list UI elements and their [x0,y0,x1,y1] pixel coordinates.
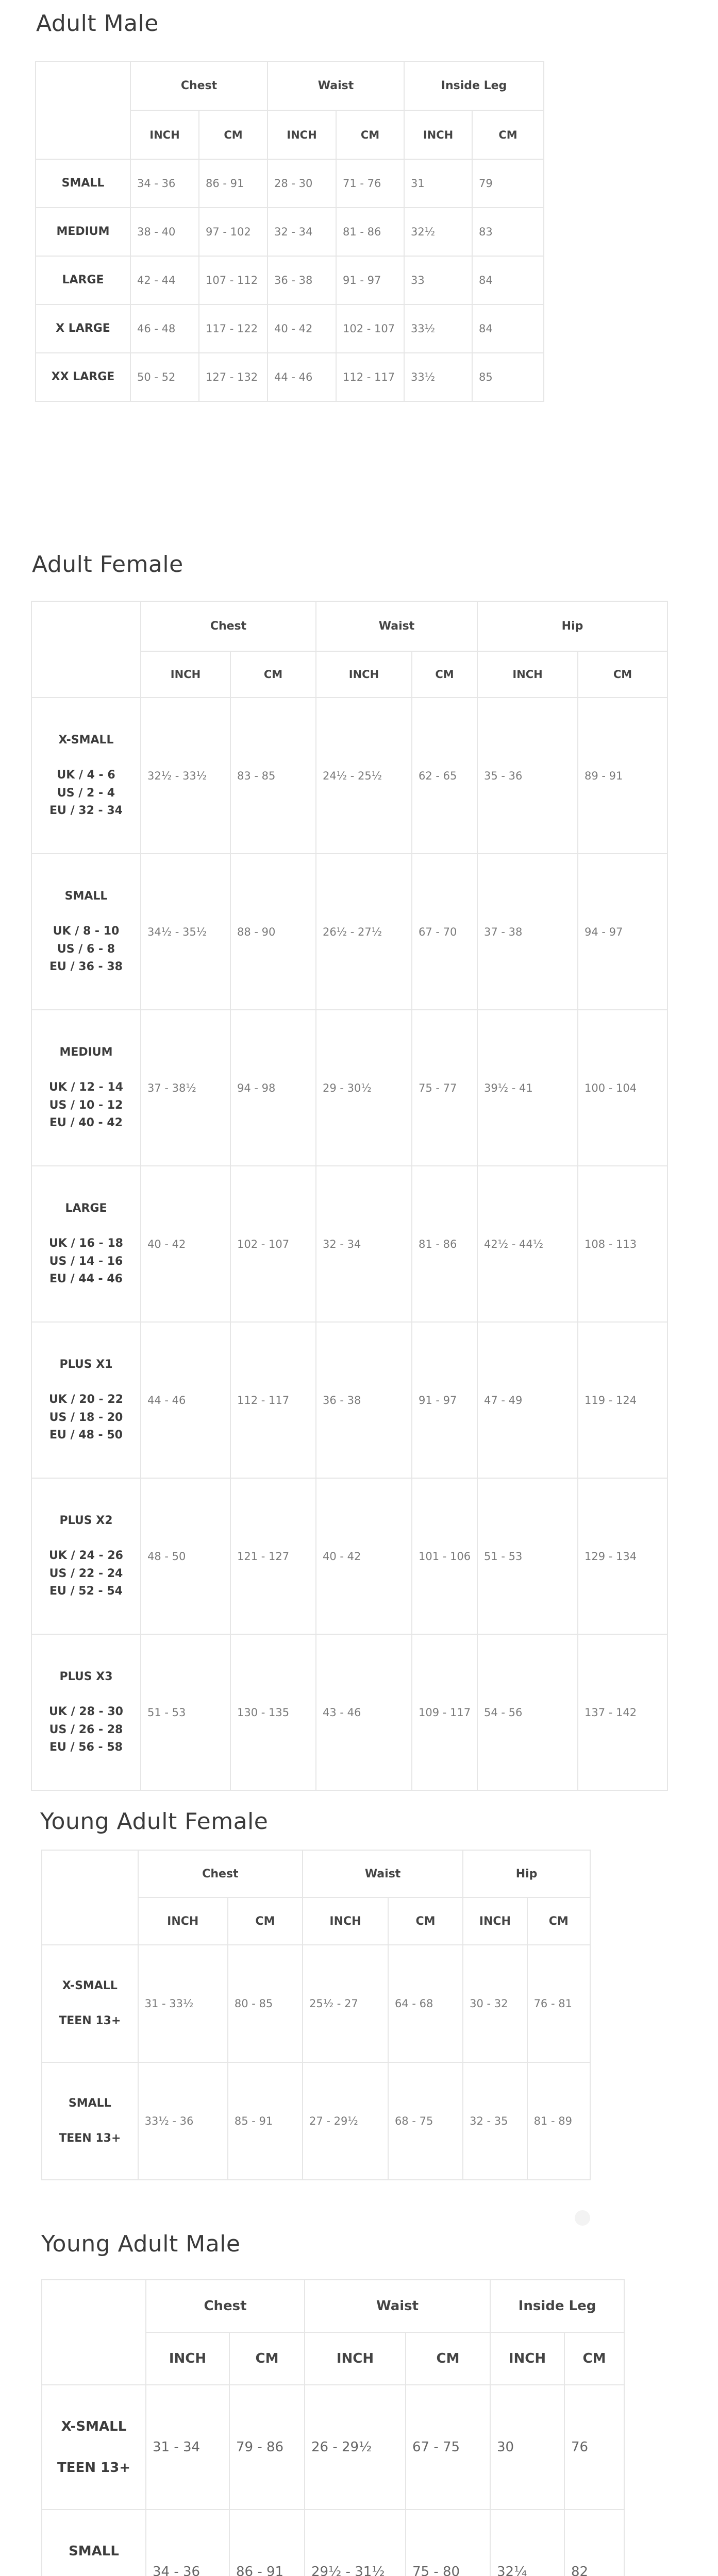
measurement-cell: 26½ - 27½ [316,854,412,1010]
size-label-line: US / 2 - 4 [57,786,115,800]
corner-cell [42,2280,146,2385]
adult-male-size-table [35,61,544,402]
measurement-cell: 51 - 53 [141,1634,230,1790]
table-row [42,2385,624,2510]
measurement-cell: 130 - 135 [230,1634,316,1790]
measurement-cell: 32 - 34 [268,208,336,256]
size-label [31,854,141,1010]
size-label-line: TEEN 13+ [57,2460,131,2476]
corner-cell [31,601,141,698]
size-label-line: EU / 44 - 46 [49,1272,123,1285]
corner-cell [36,61,130,159]
size-label-line: US / 26 - 28 [49,1723,123,1736]
size-label-line: EU / 52 - 54 [49,1584,123,1598]
unit-header: INCH [305,2332,406,2385]
size-label [31,1478,141,1634]
measurement-cell: 68 - 75 [388,2062,463,2180]
measurement-cell: 43 - 46 [316,1634,412,1790]
column-group-header: Inside Leg [404,61,544,110]
measurement-cell: 33 [404,256,472,304]
unit-header: INCH [130,110,199,159]
table-row [31,1166,667,1322]
measurement-cell: 30 - 32 [463,1945,527,2062]
measurement-cell: 42½ - 44½ [477,1166,578,1322]
measurement-cell: 51 - 53 [477,1478,578,1634]
measurement-cell: 102 - 107 [336,304,404,353]
column-group-header: Chest [146,2280,305,2332]
measurement-cell: 44 - 46 [141,1322,230,1478]
measurement-cell: 84 [472,304,544,353]
measurement-cell: 32¼ [490,2510,564,2576]
measurement-cell: 26 - 29½ [305,2385,406,2510]
measurement-cell: 83 [472,208,544,256]
measurement-cell: 89 - 91 [578,698,667,854]
size-label-line: US / 6 - 8 [57,942,115,956]
measurement-cell: 86 - 91 [199,159,268,208]
table-row [31,1634,667,1790]
size-label-line: EU / 48 - 50 [49,1428,123,1442]
measurement-cell: 117 - 122 [199,304,268,353]
size-label-line: X-SMALL [58,734,114,747]
measurement-cell: 81 - 86 [336,208,404,256]
measurement-cell: 31 - 34 [146,2385,229,2510]
size-label [31,1322,141,1478]
size-label-line: EU / 40 - 42 [49,1116,123,1129]
column-group-header: Inside Leg [490,2280,624,2332]
measurement-cell: 94 - 98 [230,1010,316,1166]
measurement-cell: 31 - 33½ [138,1945,228,2062]
measurement-cell: 30 [490,2385,564,2510]
corner-cell [42,1850,138,1945]
measurement-cell: 67 - 75 [406,2385,490,2510]
measurement-cell: 76 - 81 [527,1945,590,2062]
adult-female-title: Adult Female [32,551,183,578]
unit-header: CM [578,651,667,698]
table-row [42,2510,624,2576]
measurement-cell: 27 - 29½ [303,2062,388,2180]
unit-header: INCH [490,2332,564,2385]
young-adult-female-title: Young Adult Female [40,1808,269,1835]
measurement-cell: 62 - 65 [412,698,477,854]
unit-header: CM [564,2332,624,2385]
measurement-cell: 42 - 44 [130,256,199,304]
column-group-header: Waist [303,1850,463,1897]
unit-header: CM [228,1897,303,1945]
measurement-cell: 34½ - 35½ [141,854,230,1010]
measurement-cell: 108 - 113 [578,1166,667,1322]
measurement-cell: 37 - 38 [477,854,578,1010]
table-row [31,698,667,854]
size-label [31,698,141,854]
measurement-cell: 67 - 70 [412,854,477,1010]
size-label-line [32,1686,140,1703]
measurement-cell: 36 - 38 [316,1322,412,1478]
measurement-cell: 75 - 80 [406,2510,490,2576]
measurement-cell: 79 [472,159,544,208]
measurement-cell: 32½ [404,208,472,256]
unit-header: INCH [141,651,230,698]
measurement-cell: 97 - 102 [199,208,268,256]
measurement-cell: 36 - 38 [268,256,336,304]
measurement-cell: 38 - 40 [130,208,199,256]
measurement-cell: 31 [404,159,472,208]
measurement-cell: 101 - 106 [412,1478,477,1634]
unit-header: CM [229,2332,305,2385]
measurement-cell: 47 - 49 [477,1322,578,1478]
measurement-cell: 80 - 85 [228,1945,303,2062]
size-label-line: SMALL [69,2543,119,2559]
measurement-cell: 112 - 117 [230,1322,316,1478]
column-group-header: Chest [130,61,268,110]
size-label-line: LARGE [62,273,104,286]
table-row [42,2062,590,2180]
measurement-cell: 121 - 127 [230,1478,316,1634]
unit-header: CM [230,651,316,698]
size-label-line [42,2562,145,2576]
unit-header: CM [406,2332,490,2385]
table-row [36,256,544,304]
measurement-cell: 33½ - 36 [138,2062,228,2180]
size-label-line: SMALL [68,2096,111,2110]
measurement-cell: 88 - 90 [230,854,316,1010]
size-label-line: X LARGE [56,321,110,335]
size-label-line [42,2437,145,2458]
unit-header: INCH [404,110,472,159]
size-label-line: SMALL [64,890,108,903]
size-label-line: PLUS X2 [59,1514,113,1528]
column-group-header: Hip [477,601,667,651]
size-label-line: US / 10 - 12 [49,1098,123,1112]
measurement-cell: 91 - 97 [412,1322,477,1478]
measurement-cell: 32 - 34 [316,1166,412,1322]
size-label-line: MEDIUM [56,225,110,238]
measurement-cell: 79 - 86 [229,2385,305,2510]
measurement-cell: 28 - 30 [268,159,336,208]
measurement-cell: 76 [564,2385,624,2510]
size-label-line: TEEN 13+ [59,2132,121,2145]
size-label [31,1010,141,1166]
size-label-line: XX LARGE [51,370,115,383]
unit-header: INCH [477,651,578,698]
adult-male-title: Adult Male [36,10,159,37]
table-row [36,353,544,401]
measurement-cell: 32½ - 33½ [141,698,230,854]
measurement-cell: 137 - 142 [578,1634,667,1790]
measurement-cell: 119 - 124 [578,1322,667,1478]
unit-header: CM [527,1897,590,1945]
size-label-line: UK / 12 - 14 [49,1081,123,1094]
measurement-cell: 40 - 42 [316,1478,412,1634]
size-label [42,2510,146,2576]
size-label-line: MEDIUM [59,1046,113,1059]
size-label [31,1634,141,1790]
measurement-cell: 109 - 117 [412,1634,477,1790]
table-row [31,1478,667,1634]
measurement-cell: 102 - 107 [230,1166,316,1322]
size-label [36,353,130,401]
measurement-cell: 44 - 46 [268,353,336,401]
size-label-line: UK / 4 - 6 [57,769,115,782]
measurement-cell: 112 - 117 [336,353,404,401]
measurement-cell: 34 - 36 [146,2510,229,2576]
size-label-line: SMALL [61,176,105,190]
unit-header: INCH [303,1897,388,1945]
unit-header: CM [388,1897,463,1945]
measurement-cell: 46 - 48 [130,304,199,353]
unit-header: CM [199,110,268,159]
measurement-cell: 40 - 42 [268,304,336,353]
measurement-cell: 50 - 52 [130,353,199,401]
measurement-cell: 40 - 42 [141,1166,230,1322]
young-adult-male-title: Young Adult Male [41,2231,241,2257]
unit-header: INCH [138,1897,228,1945]
measurement-cell: 81 - 89 [527,2062,590,2180]
size-label [31,1166,141,1322]
measurement-cell: 48 - 50 [141,1478,230,1634]
size-label-line: EU / 36 - 38 [49,960,123,973]
size-label-line: UK / 24 - 26 [49,1549,123,1563]
size-label-line: UK / 8 - 10 [53,925,120,938]
measurement-cell: 35 - 36 [477,698,578,854]
size-label-line [32,1061,140,1079]
measurement-cell: 100 - 104 [578,1010,667,1166]
size-label-line [42,1995,138,2012]
size-label-line [32,1530,140,1547]
scroll-indicator [575,2210,590,2226]
size-label-line [32,1374,140,1391]
measurement-cell: 86 - 91 [229,2510,305,2576]
measurement-cell: 33½ [404,353,472,401]
young-adult-male-size-table [41,2279,625,2576]
measurement-cell: 64 - 68 [388,1945,463,2062]
measurement-cell: 129 - 134 [578,1478,667,1634]
table-row [31,1322,667,1478]
size-label-line: X-SMALL [61,2418,127,2434]
size-label-line: UK / 20 - 22 [49,1393,123,1406]
size-label [36,159,130,208]
measurement-cell: 54 - 56 [477,1634,578,1790]
size-label-line: PLUS X3 [59,1670,113,1684]
column-group-header: Waist [305,2280,490,2332]
measurement-cell: 84 [472,256,544,304]
size-label [36,208,130,256]
measurement-cell: 75 - 77 [412,1010,477,1166]
size-label [36,304,130,353]
unit-header: CM [336,110,404,159]
measurement-cell: 94 - 97 [578,854,667,1010]
unit-header: INCH [268,110,336,159]
table-row [31,1010,667,1166]
column-group-header: Waist [316,601,477,651]
table-row [36,208,544,256]
size-label [42,1945,138,2062]
measurement-cell: 107 - 112 [199,256,268,304]
size-label-line [32,749,140,767]
measurement-cell: 85 - 91 [228,2062,303,2180]
size-label-line: UK / 16 - 18 [49,1237,123,1250]
measurement-cell: 32 - 35 [463,2062,527,2180]
measurement-cell: 127 - 132 [199,353,268,401]
unit-header: CM [472,110,544,159]
measurement-cell: 29 - 30½ [316,1010,412,1166]
unit-header: CM [412,651,477,698]
column-group-header: Hip [463,1850,590,1897]
measurement-cell: 25½ - 27 [303,1945,388,2062]
table-row [42,1945,590,2062]
size-label-line: EU / 56 - 58 [49,1740,123,1754]
size-label-line: TEEN 13+ [59,2014,121,2028]
measurement-cell: 71 - 76 [336,159,404,208]
measurement-cell: 39½ - 41 [477,1010,578,1166]
size-label-line [42,2112,138,2130]
size-label [42,2062,138,2180]
table-row [36,304,544,353]
unit-header: INCH [463,1897,527,1945]
measurement-cell: 81 - 86 [412,1166,477,1322]
measurement-cell: 91 - 97 [336,256,404,304]
size-label [36,256,130,304]
table-row [36,159,544,208]
measurement-cell: 29½ - 31½ [305,2510,406,2576]
table-row [31,854,667,1010]
adult-female-size-table [31,601,668,1791]
size-label [42,2385,146,2510]
size-label-line: X-SMALL [62,1979,118,1992]
measurement-cell: 34 - 36 [130,159,199,208]
column-group-header: Chest [138,1850,303,1897]
size-label-line: UK / 28 - 30 [49,1705,123,1719]
column-group-header: Waist [268,61,404,110]
measurement-cell: 82 [564,2510,624,2576]
measurement-cell: 85 [472,353,544,401]
unit-header: INCH [146,2332,229,2385]
size-label-line [32,1217,140,1235]
unit-header: INCH [316,651,412,698]
size-label-line: PLUS X1 [59,1358,113,1371]
size-label-line: LARGE [65,1202,107,1215]
column-group-header: Chest [141,601,316,651]
measurement-cell: 33½ [404,304,472,353]
measurement-cell: 83 - 85 [230,698,316,854]
measurement-cell: 37 - 38½ [141,1010,230,1166]
size-label-line: US / 22 - 24 [49,1567,123,1580]
measurement-cell: 24½ - 25½ [316,698,412,854]
size-label-line [32,905,140,923]
size-label-line: US / 18 - 20 [49,1411,123,1424]
size-label-line: EU / 32 - 34 [49,804,123,817]
size-label-line: US / 14 - 16 [49,1255,123,1268]
young-adult-female-size-table [41,1850,591,2180]
